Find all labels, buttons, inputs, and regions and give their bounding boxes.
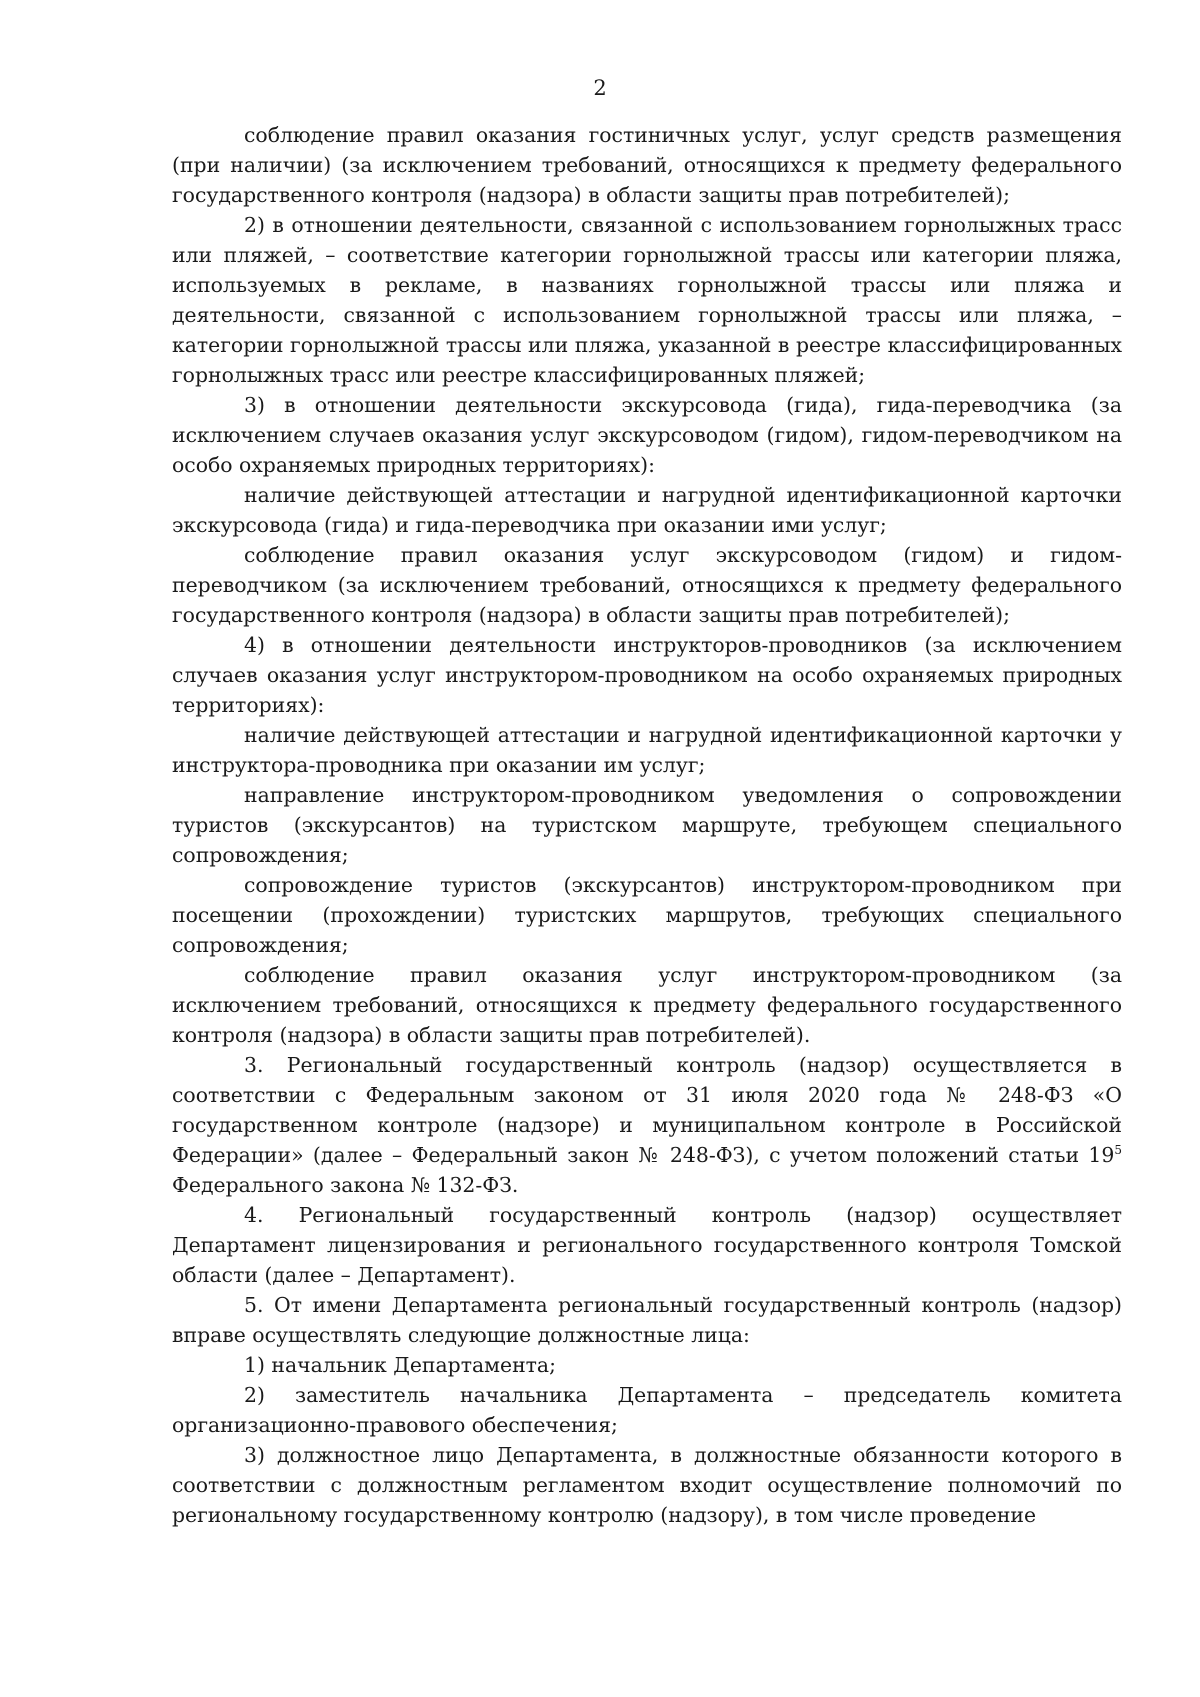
paragraph: сопровождение туристов (экскурсантов) инструктором-проводником при посещении (прохождении) туристских маршрутов, требующих специального сопровождения; — [172, 873, 1122, 957]
paragraph: 2) в отношении деятельности, связанной с использованием горнолыжных трасс или пляжей, – соответствие категории горнолыжной трассы или категории пляжа, используемых в рекламе, в названиях горнолыжной трассы или пляжа и деятельности, связанной с использованием горнолыжной трассы или пляжа, – категории горнолыжной трассы или пляжа, указанной в реестре классифицированных горнолыжных трасс или реестре классифицированных пляжей; — [172, 213, 1122, 387]
superscript-article-number: 5 — [1114, 1143, 1122, 1157]
page-number: 2 — [593, 76, 607, 100]
paragraph-section-4: 4. Региональный государственный контроль (надзор) осуществляет Департамент лицензирования и регионального государственного контроля Томской области (далее – Департамент). — [172, 1203, 1122, 1287]
list-item: 2) заместитель начальника Департамента – председатель комитета организационно-правового обеспечения; — [172, 1383, 1122, 1437]
paragraph: 3) в отношении деятельности экскурсовода (гида), гида-переводчика (за исключением случаев оказания услуг экскурсоводом (гидом), гидом-переводчиком на особо охраняемых природных территориях): — [172, 393, 1122, 477]
paragraph: наличие действующей аттестации и нагрудной идентификационной карточки у инструктора-проводника при оказании им услуг; — [172, 723, 1122, 777]
list-item: 1) начальник Департамента; — [244, 1353, 556, 1377]
paragraph-section-5: 5. От имени Департамента региональный государственный контроль (надзор) вправе осуществлять следующие должностные лица: — [172, 1293, 1122, 1347]
document-body — [172, 120, 1122, 1530]
paragraph: направление инструктором-проводником уведомления о сопровождении туристов (экскурсантов) на туристском маршруте, требующем специального сопровождения; — [172, 783, 1122, 867]
paragraph: соблюдение правил оказания услуг экскурсоводом (гидом) и гидом-переводчиком (за исключением требований, относящихся к предмету федерального государственного контроля (надзора) в области защиты прав потребителей); — [172, 543, 1122, 627]
list-item: 3) должностное лицо Департамента, в должностные обязанности которого в соответствии с должностным регламентом входит осуществление полномочий по региональному государственному контролю (надзору), в том числе проведение — [172, 1443, 1122, 1527]
paragraph: 4) в отношении деятельности инструкторов-проводников (за исключением случаев оказания услуг инструктором-проводником на особо охраняемых природных территориях): — [172, 633, 1122, 717]
section-3-text-end: Федерального закона № 132-ФЗ. — [172, 1173, 519, 1197]
paragraph: соблюдение правил оказания гостиничных услуг, услуг средств размещения (при наличии) (за исключением требований, относящихся к предмету федерального государственного контроля (надзора) в области защиты прав потребителей); — [172, 123, 1122, 207]
paragraph: наличие действующей аттестации и нагрудной идентификационной карточки экскурсовода (гида) и гида-переводчика при оказании ими услуг; — [172, 483, 1122, 537]
paragraph: соблюдение правил оказания услуг инструктором-проводником (за исключением требований, относящихся к предмету федерального государственного контроля (надзора) в области защиты прав потребителей). — [172, 963, 1122, 1047]
paragraph-section-3 — [172, 1050, 1122, 1200]
section-3-text: 3. Региональный государственный контроль (надзор) осуществляется в соответствии с Федеральным законом от 31 июля 2020 года № 248-ФЗ «О государственном контроле (надзоре) и муниципальном контроле в Российской Федерации» (далее – Федеральный закон № 248-ФЗ), с учетом положений статьи 19 — [172, 1053, 1122, 1167]
